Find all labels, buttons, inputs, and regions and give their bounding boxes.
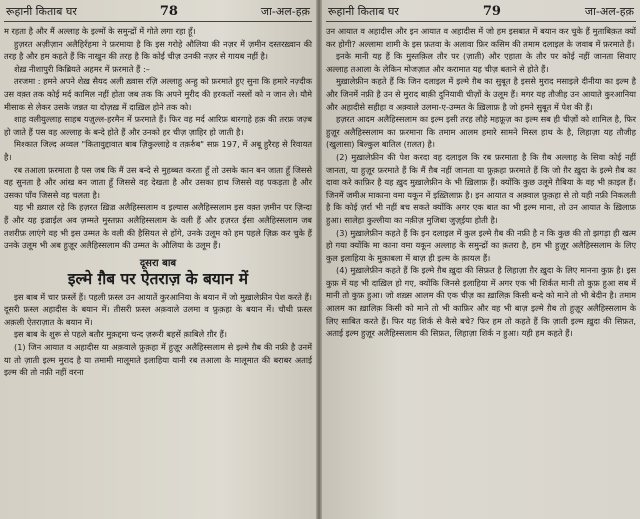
left-page-header bbox=[4, 4, 312, 22]
left-paragraph: यह भी ख़्याल रहे कि हज़रत ख़िज़्र अलैहिस्सलाम व इल्यास अलैहिस्सलाम इस वक़्त ज़मीन पर ज़िन्दा हैं और यह इज़्राईल अव ज़म्मते मुस्तफ़ा अलैहिस्सलाम के वली हैं और हज़रत ईसा अलैहिस्सलाम जब तशरीफ़ लाएंगे वह भी इस उम्मत के वली की हैसियत से होंगे, उनके उलूम को हम पहले ज़िक्र कर चुके हैं उनके उलूम भी अब हुज़ूर अलैहिस्सलाम की उम्मत के औलिया के उलूम हैं। bbox=[4, 202, 312, 251]
right-paragraph: उन आयात व अहादीस और इन आयात व अहादीस में जो हम इसबात में बयान कर चुके हैं मुताबिक़त क्यों कर होगी? अल्लामा शामी के इस फ़तवा के अलावा फ़िर कसिम की तमाम दलाइल के जवाब में फ़रमाते हैं। bbox=[326, 26, 636, 49]
right-page bbox=[318, 0, 640, 519]
left-paragraph-translation: तरजमा : हमने अपने शेख़ सैयद अली ख़्वास रज़ि अल्लाहु अन्हु को फ़रमाते हुए सुना कि हमारे नज़्दीक उस वक़्त तक कोई मर्द कामिल नहीं होता जब तक कि अपने मुरीद की हरकतों नस्लों को न जान ले। यौमे मीसाक से लेकर उसके जन्नत या दोज़ख़ में दाख़िल होने तक को। bbox=[4, 76, 312, 112]
left-paragraph: हुज़रत अज़ीज़ान अलैहिर्रहमा ने फ़रमाया है कि इस गरोहे औलिया की नज़र में ज़मीन दस्तरख़्वान की तरह है और हम कहते हैं कि नाखुन की तरह है कि कोई चीज़ उनकी नज़र से गायब नहीं है। bbox=[4, 38, 312, 62]
right-page-header bbox=[326, 4, 636, 22]
left-header-title: रूहानी किताब घर bbox=[6, 5, 77, 18]
left-paragraph: म रहता है और मैं अल्लाह के इल्मों के समुन्द्रों में गोते लगा रहा हूँ। bbox=[4, 26, 196, 36]
right-paragraph: (3) मुख़ालेफ़ीन कहते हैं कि इन दलाइल में कुल इल्मे ग़ैब की नफ़ी है न कि कुछ की तो झगड़ा ही खत्म हो गया क्योंकि मा काना वमा यकून अल्लाह के समुन्द्रों का क़तरा है, हम भी हुज़ूर अलैहिस्सलाम के लिए कुल इलाहिया के मुक़ाबला में बाज़ ही इल्म के क़ायल हैं। bbox=[326, 227, 636, 263]
left-paragraph: रब तआला फ़रमाता है पस जब कि मैं उस बन्दे से मुहब्बत करता हूँ तो उसके कान बन जाता हूँ जिससे वह सुनता है और आंख बन जाता हूँ जिससे वह देखता है और उसका हाथ जिससे वह पकड़ता है और उसका पाँव जिससे वह चलता है। bbox=[4, 164, 312, 200]
left-paragraph: मिश्कात जिल्द अव्वल "कितावुद्दावात बाब ज़िकुल्लाहे व तक़र्रुब" सफ़ 197, में अबू हुरैरह से रिवायत है। bbox=[4, 139, 312, 162]
book-gutter bbox=[316, 0, 322, 519]
right-header-title: रूहानी किताब घर bbox=[328, 5, 399, 18]
left-paragraph: शेख़ नीशापुरी किब्रियते अहमर में फ़रमाते हैं :– bbox=[14, 63, 150, 74]
left-header-subtitle: जा-अल-हक़ bbox=[260, 5, 310, 18]
left-page bbox=[0, 0, 318, 519]
right-header-subtitle: जा-अल-हक़ bbox=[584, 5, 634, 18]
right-page-number: 79 bbox=[482, 4, 501, 19]
right-paragraph: (2) मुख़ालेफ़ीन की पेश करदा वह दलाइल कि रब फ़रमाता है कि ग़ैब अल्लाह के सिवा कोई नहीं जानता, या हुज़ूर फ़रमाते हैं कि मैं ग़ैब नहीं जानता या फ़ुक़हा फ़रमाते हैं कि जो ग़ैर ख़ुदा के इल्मे ग़ैब का दावा करे काफ़िर है यह ख़ुद मुख़ालेफ़ीन के भी ख़िलाफ़ हैं। क्योंकि कुछ उलूमे ग़ैबिया के वह भी क़ाइल हैं। जिनमें जमीअ माकाना वमा यकून में इख़्तिलाफ़ है। इन आयात व अक़्वाल फ़ुक़हा से तो यही नफ़ी निकलती है कि कोई ज़र्रा भी नहीं बच सकते क्योंकि अगर एक बात का भी इल्म माना, तो उन आयात के ख़िलाफ़ हुआ। सालेहा कुल्लीया का नक़ीज़ मुजिबा जुज़्ईया होती है। bbox=[326, 151, 636, 225]
left-paragraph: इस बाब के शुरू से पहले बतौर मुक़द्दमा चन्द ज़रूरी बहसें क़ाबिले ग़ौर हैं। bbox=[14, 329, 227, 340]
left-paragraph: शाह वलीयुल्लाह साहब यज़ुल्ल-हरमैन में फ़रमाते हैं। फिर वह मर्द आरिफ़ बारगाहे हक़ की तरफ़ जज़्ब हो जाते हैं पस वह अल्लाह के बन्दे होते हैं और उनको हर चीज़ ज़ाहिर हो जाती है। bbox=[4, 114, 312, 137]
section-label: दूसरा बाब bbox=[139, 257, 177, 269]
right-paragraph: (4) मुख़ालेफ़ीन कहते हैं कि इल्मे ग़ैब ख़ुदा की सिफ़त है लिहाज़ा ग़ैर ख़ुदा के लिए मानना कुफ़ है। इस कुफ़ में यह भी दाख़िल हो गए, क्योंकि जिनसे इलाहिया में अगर एक भी शिर्कत मानी तो कुफ़ हुआ सब में मानी तो कुफ़ हुआ। जो शख़्स आलम की एक चीज़ का ख़ालिक़ किसी बन्दे को माने तो भी बेदीन है। तमाम आलम का ख़ालिक़ किसी को माने तो भी काफ़िर और वह भी बाज़ इल्मे ग़ैब तो हुज़ूर अलैहिस्सलाम के लिए साबित करते हैं। फिर यह शिर्क से कैसे बचे? फिर हम तो कहते हैं कि ज़ाती इल्म ख़ुदा की सिफ़त, अताई इल्म हुज़ूर अलैहिस्सलाम की सिफ़त, लिहाज़ा शिर्क न हुआ। यही हम कहते हैं। bbox=[326, 265, 636, 339]
left-paragraph: इस बाब में चार फ़स्लें हैं। पहली फ़स्ल उन आयातें कुरआनिया के बयान में जो मुख़ालेफ़ीन पेश करते हैं। दूसरी फ़स्ल अहादीस के बयान में। तीसरी फ़स्ल अक़वाले उलमा व फ़ुक़हा के बयान में। चौथी फ़स्ल अक़ली ऐतराज़ात के बयान में। bbox=[4, 291, 312, 327]
right-paragraph: इनके मानी यह हैं कि मुस्तक़िल तौर पर (ज़ाती) और एहाता के तौर पर कोई नहीं जानता सिवाए अल्लाह तआला के लेकिन मोजज़ात और करामात यह चीज़ बताने से होते हैं। bbox=[326, 51, 636, 74]
left-page-number: 78 bbox=[159, 4, 178, 19]
section-title: इल्मे ग़ैब पर ऐतराज़ के बयान में bbox=[67, 269, 249, 288]
right-paragraph: हज़रत आदम अलैहिस्सलाम का इल्म इसी तरह लौहे महफ़ूज़ का इल्म सब ही चीज़ों को शामिल है, फिर हुज़ूर अलैहिस्सलाम का फ़रमाना कि तमाम आलम हमारे सामने मिस्ल हाथ के है, लिहाज़ा यह तौजीह (खुलासा) बिल्कुल बातिल (ग़लत) है। bbox=[326, 114, 636, 150]
left-paragraph: (1) जिन आयात व अहादीस या अक़वाले फ़ुक़हा में हुज़ूर अलैहिस्सलाम से इल्मे ग़ैब की नफ़ी है उनमें या तो ज़ाती इल्म मुराद है या तमामी मालूमाते इलाहिया यानी रब तआला के मालूमात की बराबर अताई इल्म की तो नफ़ी नहीं वरना bbox=[4, 342, 312, 378]
right-paragraph: मुख़ालेफ़ीन कहते हैं कि जिन दलाइल में इल्मे ग़ैब का सुबूत है इससे मुराद मसाइले दीनीया का इल्म है और जिनमें नफ़ी है उन से मुराद बाक़ी दुनियावी चीज़ों के उलूम हैं। मगर यह तौजीह उन आयाते कुरआनिया और अहादीसे सहीहा व अक़्वाले उलमा-ए-उम्मत के ख़िलाफ़ है जो हमने सुबूत में पेश की हैं। bbox=[326, 76, 636, 112]
